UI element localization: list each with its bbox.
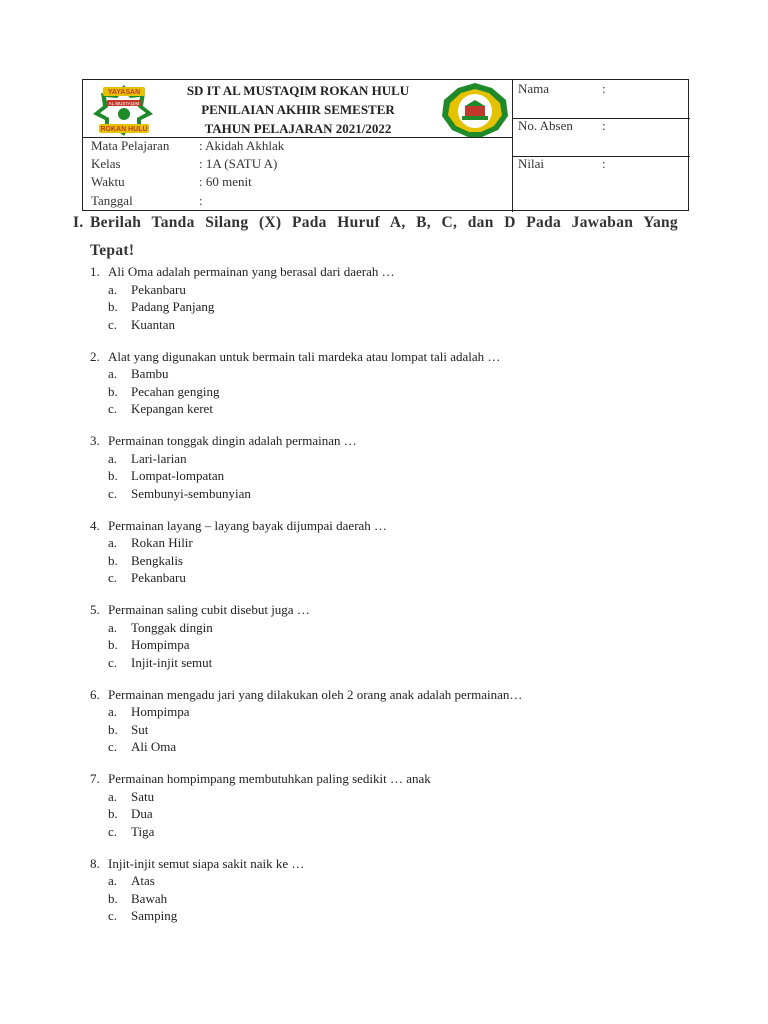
answer-option[interactable] [90,534,690,552]
option-label: b. [108,299,118,314]
question-number: 7. [90,771,100,786]
exam-name: PENILAIAN AKHIR SEMESTER [201,102,395,117]
answer-option[interactable] [90,467,690,485]
option-label: b. [108,806,118,821]
question-number: 3. [90,433,100,448]
option-label: b. [108,383,118,399]
answer-option[interactable] [90,721,690,739]
field-value: : [602,118,606,133]
option-text: Bambu [131,366,169,381]
question-text: Permainan tonggak dingin adalah permainan … [108,433,357,448]
option-text: Lari-larian [131,450,187,466]
question-number: 5. [90,602,100,617]
answer-option[interactable] [90,569,690,587]
option-text: Tonggak dingin [131,619,213,635]
info-row-time [91,173,252,191]
question-list [90,263,690,939]
option-text: Dua [131,806,153,821]
option-label: a. [108,535,118,550]
info-label: Kelas [91,156,121,171]
question-number: 2. [90,348,100,364]
question-stem [90,770,690,788]
info-row-class [91,155,277,173]
header-table [82,79,689,211]
field-label: No. Absen [518,118,573,133]
info-value: : [199,193,203,208]
option-text: Satu [131,788,155,804]
option-label: b. [108,890,118,906]
answer-option[interactable] [90,485,690,503]
option-label: c. [108,570,118,585]
question-text: Alat yang digunakan untuk bermain tali mardeka atau lompat tali adalah … [108,348,501,364]
option-text: Injit-injit semut [131,654,213,670]
option-label: b. [108,637,118,652]
info-label: Mata Pelajaran [91,138,170,153]
option-text: Bawah [131,890,168,906]
answer-option[interactable] [90,654,690,672]
option-text: Pekanbaru [131,281,186,297]
option-label: a. [108,450,118,466]
question-item [90,432,690,502]
divider [512,80,513,212]
question-number: 6. [90,686,100,702]
question-item [90,855,690,925]
answer-option[interactable] [90,907,690,925]
question-number: 4. [90,517,100,533]
info-label: Waktu [91,174,125,189]
option-label: b. [108,468,118,483]
option-text: Atas [131,873,155,888]
question-stem [90,686,690,704]
answer-option[interactable] [90,400,690,418]
answer-option[interactable] [90,805,690,823]
option-text: Sembunyi-sembunyian [131,485,251,501]
question-stem [90,432,690,450]
name-field[interactable] [518,81,606,97]
instruction-text-continued: Tepat! [90,242,135,259]
answer-option[interactable] [90,450,690,468]
option-text: Pekanbaru [131,570,186,585]
answer-option[interactable] [90,890,690,908]
question-text: Permainan layang – layang bayak dijumpai daerah … [108,517,388,533]
answer-option[interactable] [90,703,690,721]
field-label: Nilai [518,156,544,171]
rokan-hulu-label: ROKAN HULU [100,126,148,133]
field-value: : [602,81,606,96]
answer-option[interactable] [90,823,690,841]
answer-option[interactable] [90,316,690,334]
question-text: Ali Oma adalah permainan yang berasal dari daerah … [108,264,395,279]
option-label: c. [108,739,118,754]
question-item [90,263,690,333]
answer-option[interactable] [90,788,690,806]
info-row-subject [91,137,284,155]
academic-year: TAHUN PELAJARAN 2021/2022 [204,121,392,136]
question-stem [90,348,690,366]
option-text: Hompimpa [131,637,190,652]
logo-middle-label: AL MUSTAQIM [108,101,140,106]
option-text: Kuantan [131,316,176,332]
option-text: Kepangan keret [131,401,213,416]
option-label: a. [108,619,118,635]
question-number: 1. [90,264,100,279]
option-label: a. [108,704,118,719]
option-text: Hompimpa [131,704,190,719]
answer-option[interactable] [90,281,690,299]
option-label: a. [108,281,118,297]
school-title-block [163,81,433,138]
option-text: Rokan Hilir [131,535,193,550]
option-text: Bengkalis [131,552,183,568]
option-text: Padang Panjang [131,299,215,314]
option-label: a. [108,873,118,888]
question-stem [90,855,690,873]
option-label: c. [108,908,118,923]
info-row-date [91,192,203,210]
question-number: 8. [90,855,100,871]
option-text: Ali Oma [131,739,177,754]
option-label: c. [108,485,118,501]
option-label: c. [108,823,118,839]
option-label: c. [108,401,118,416]
question-stem [90,601,690,619]
yayasan-logo [89,82,159,137]
field-value: : [602,156,606,171]
answer-option[interactable] [90,552,690,570]
question-stem [90,263,690,281]
question-item [90,348,690,418]
question-text: Permainan hompimpang membutuhkan paling sedikit … anak [108,771,431,786]
option-label: a. [108,366,118,381]
info-value: : Akidah Akhlak [199,138,285,153]
answer-option[interactable] [90,365,690,383]
field-label: Nama [518,81,550,96]
option-label: b. [108,552,118,568]
question-item [90,601,690,671]
option-label: a. [108,788,118,804]
info-value: : 1A (SATU A) [199,156,278,171]
option-label: b. [108,721,118,737]
question-stem [90,517,690,535]
answer-option[interactable] [90,636,690,654]
answer-option[interactable] [90,298,690,316]
option-label: c. [108,316,118,332]
answer-option[interactable] [90,383,690,401]
question-text: Injit-injit semut siapa sakit naik ke … [108,855,305,871]
info-value: : 60 menit [199,174,252,189]
question-text: Permainan mengadu jari yang dilakukan oleh 2 orang anak adalah permainan… [108,686,523,702]
question-text: Permainan saling cubit disebut juga … [108,602,310,617]
section-instruction [73,209,678,265]
section-number: I. [73,214,84,231]
option-text: Sut [131,721,149,737]
question-item [90,686,690,756]
answer-option[interactable] [90,619,690,637]
instruction-text: Berilah Tanda Silang (X) Pada Huruf A, B, C, dan D Pada Jawaban Yang [90,214,678,231]
question-item [90,517,690,587]
info-label: Tanggal [91,193,133,208]
answer-option[interactable] [90,872,690,890]
school-name: SD IT AL MUSTAQIM ROKAN HULU [186,83,410,98]
yayasan-label: YAYASAN [107,89,141,96]
score-field[interactable] [518,156,606,172]
absence-number-field[interactable] [518,118,606,134]
school-emblem-logo [440,82,510,138]
option-text: Pecahan genging [131,383,220,399]
answer-option[interactable] [90,738,690,756]
option-label: c. [108,654,118,670]
option-text: Lompat-lompatan [131,468,225,483]
option-text: Samping [131,908,178,923]
question-item [90,770,690,840]
option-text: Tiga [131,823,155,839]
